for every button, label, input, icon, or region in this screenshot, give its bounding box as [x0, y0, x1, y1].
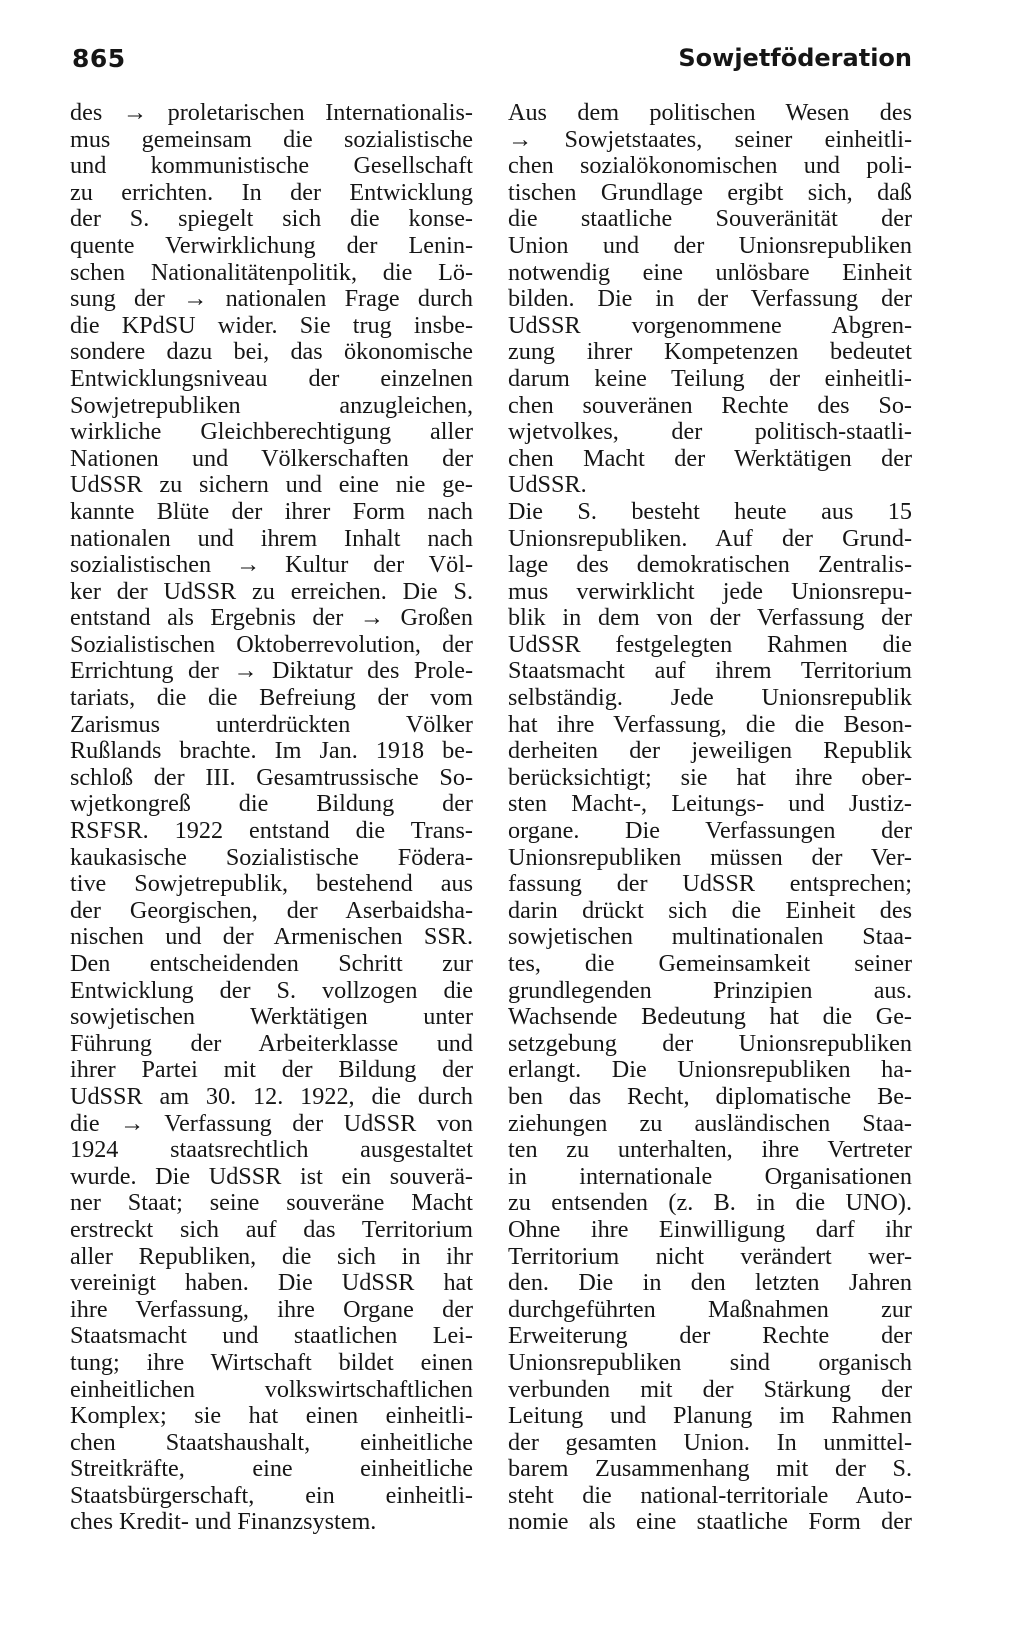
text-line: sowjetischen Werktätigen unter [70, 1003, 473, 1031]
text-line: Sozialistischen Oktoberrevolution, der [70, 630, 473, 658]
text-line: RSFSR. 1922 entstand die Trans- [70, 817, 473, 845]
text-line: tariats, die die Befreiung der vom [70, 684, 473, 712]
text-line: entstand als Ergebnis der → Großen [70, 604, 473, 632]
text-line: Die S. besteht heute aus 15 [508, 497, 912, 525]
text-line: vereinigt haben. Die UdSSR hat [70, 1269, 473, 1297]
text-line: UdSSR. [508, 471, 587, 499]
text-line: nischen und der Armenischen SSR. [70, 923, 473, 951]
text-line: die staatliche Souveränität der [508, 205, 912, 233]
text-line: ner Staat; seine souveräne Macht [70, 1189, 473, 1217]
text-line: UdSSR zu sichern und eine nie ge- [70, 471, 473, 499]
text-line: Zarismus unterdrückten Völker [70, 710, 473, 738]
text-line: Union und der Unionsrepubliken [508, 231, 912, 259]
text-line: Führung der Arbeiterklasse und [70, 1029, 473, 1057]
text-line: Unionsrepubliken müssen der Ver- [508, 843, 912, 871]
text-line: ziehungen zu ausländischen Staa- [508, 1109, 912, 1137]
text-line: nomie als eine staatliche Form der [508, 1508, 912, 1536]
text-line: Streitkräfte, eine einheitliche [70, 1455, 473, 1483]
text-line: erstreckt sich auf das Territorium [70, 1215, 473, 1243]
text-line: bilden. Die in der Verfassung der [508, 285, 912, 313]
text-line: barem Zusammenhang mit der S. [508, 1455, 912, 1483]
text-line: schloß der III. Gesamtrussische So- [70, 763, 473, 791]
text-line: UdSSR am 30. 12. 1922, die durch [70, 1082, 473, 1110]
text-line: setzgebung der Unionsrepubliken [508, 1029, 912, 1057]
text-line: die KPdSU wider. Sie trug insbe- [70, 311, 473, 339]
text-line: mus gemeinsam die sozialistische [70, 125, 473, 153]
text-line: sondere dazu bei, das ökonomische [70, 338, 473, 366]
text-line: derheiten der jeweiligen Republik [508, 737, 912, 765]
text-line: ches Kredit- und Finanzsystem. [70, 1508, 377, 1536]
text-line: ker der UdSSR zu erreichen. Die S. [70, 577, 473, 605]
text-line: der gesamten Union. In unmittel- [508, 1428, 912, 1456]
text-line: Staatsmacht auf ihrem Territorium [508, 657, 912, 685]
text-line: zu errichten. In der Entwicklung [70, 178, 473, 206]
text-line: zung ihrer Kompetenzen bedeutet [508, 338, 912, 366]
text-line: den. Die in den letzten Jahren [508, 1269, 912, 1297]
text-line: UdSSR festgelegten Rahmen die [508, 630, 912, 658]
text-line: die → Verfassung der UdSSR von [70, 1109, 473, 1137]
text-line: tes, die Gemeinsamkeit seiner [508, 950, 912, 977]
text-line: wurde. Die UdSSR ist ein souverä- [70, 1162, 473, 1190]
text-line: fassung der UdSSR entsprechen; [508, 870, 912, 898]
text-line: Staatsmacht und staatlichen Lei- [70, 1322, 473, 1350]
text-line: sowjetischen multinationalen Staa- [508, 923, 912, 951]
text-line: organe. Die Verfassungen der [508, 817, 912, 845]
text-line: einheitlichen volkswirtschaftlichen [70, 1375, 473, 1403]
text-line: darum keine Teilung der einheitli- [508, 364, 912, 392]
text-line: darin drückt sich die Einheit des [508, 896, 912, 924]
text-line: grundlegenden Prinzipien aus. [508, 976, 912, 1004]
text-line: chen Macht der Werktätigen der [508, 444, 912, 472]
text-line: notwendig eine unlösbare Einheit [508, 258, 912, 286]
text-line: → Sowjetstaates, seiner einheitli- [508, 125, 912, 153]
text-line: Territorium nicht verändert wer- [508, 1242, 912, 1270]
text-line: und kommunistische Gesellschaft [70, 152, 473, 180]
text-line: chen Staatshaushalt, einheitliche [70, 1428, 473, 1456]
running-head: Sowjetföderation [678, 44, 912, 72]
text-line: Komplex; sie hat einen einheitli- [70, 1402, 473, 1430]
text-line: chen sozialökonomischen und poli- [508, 152, 912, 180]
text-line: kaukasische Sozialistische Föderа- [70, 843, 473, 871]
text-line: zu entsenden (z. B. in die UNO). [508, 1189, 912, 1217]
text-line: tischen Grundlage ergibt sich, daß [508, 178, 912, 206]
text-line: Staatsbürgerschaft, ein einheitli- [70, 1481, 473, 1509]
text-line: Ohne ihre Einwilligung darf ihr [508, 1215, 912, 1243]
text-line: des → proletarischen Internationalis- [70, 99, 473, 126]
left-text-column [70, 100, 473, 1536]
text-line: steht die national-territoriale Auto- [508, 1481, 912, 1509]
text-line: Wachsende Bedeutung hat die Ge- [508, 1003, 912, 1031]
text-line: kannte Blüte der ihrer Form nach [70, 497, 473, 525]
text-line: wjetkongreß die Bildung der [70, 790, 473, 818]
text-line: durchgeführten Maßnahmen zur [508, 1295, 912, 1323]
text-line: wjetvolkes, der politisch-staatli- [508, 418, 912, 446]
text-line: Nationen und Völkerschaften der [70, 444, 473, 472]
text-line: ihre Verfassung, ihre Organe der [70, 1295, 473, 1323]
text-line: lage des demokratischen Zentralis- [508, 551, 912, 579]
text-line: Unionsrepubliken. Auf der Grund- [508, 524, 912, 552]
text-line: berücksichtigt; sie hat ihre ober- [508, 763, 912, 791]
text-line: ihrer Partei mit der Bildung der [70, 1056, 473, 1084]
page-number: 865 [72, 44, 126, 73]
text-line: ben das Recht, diplomatische Be- [508, 1082, 912, 1110]
text-line: Unionsrepubliken sind organisch [508, 1348, 912, 1376]
text-line: sung der → nationalen Frage durch [70, 285, 473, 313]
text-line: Errichtung der → Diktatur des Prole- [70, 657, 473, 685]
text-line: in internationale Organisationen [508, 1162, 912, 1190]
text-line: Aus dem politischen Wesen des [508, 99, 912, 126]
text-line: Entwicklung der S. vollzogen die [70, 976, 473, 1004]
text-line: tive Sowjetrepublik, bestehend aus [70, 870, 473, 898]
text-line: blik in dem von der Verfassung der [508, 604, 912, 632]
text-line: ten zu unterhalten, ihre Vertreter [508, 1136, 912, 1164]
text-line: chen souveränen Rechte des So- [508, 391, 912, 419]
text-line: Sowjetrepubliken anzugleichen, [70, 391, 473, 419]
text-line: aller Republiken, die sich in ihr [70, 1242, 473, 1270]
text-line: wirkliche Gleichberechtigung aller [70, 418, 473, 446]
text-line: mus verwirklicht jede Unionsrepu- [508, 577, 912, 605]
text-line: verbunden mit der Stärkung der [508, 1375, 912, 1403]
text-line: Den entscheidenden Schritt zur [70, 950, 473, 977]
text-line: schen Nationalitätenpolitik, die Lö- [70, 258, 473, 286]
text-line: nationalen und ihrem Inhalt nach [70, 524, 473, 552]
text-line: sten Macht-, Leitungs- und Justiz- [508, 790, 912, 818]
text-line: quente Verwirklichung der Lenin- [70, 231, 473, 259]
text-line: UdSSR vorgenommene Abgren- [508, 311, 912, 339]
right-text-column [508, 100, 912, 1536]
text-line: Erweiterung der Rechte der [508, 1322, 912, 1350]
text-line: erlangt. Die Unionsrepubliken ha- [508, 1056, 912, 1084]
text-line: 1924 staatsrechtlich ausgestaltet [70, 1136, 473, 1164]
text-line: tung; ihre Wirtschaft bildet einen [70, 1348, 473, 1376]
text-line: hat ihre Verfassung, die die Beson- [508, 710, 912, 738]
text-line: der S. spiegelt sich die konse- [70, 205, 473, 233]
text-line: Rußlands brachte. Im Jan. 1918 be- [70, 737, 473, 765]
text-line: selbständig. Jede Unionsrepublik [508, 684, 912, 712]
text-line: sozialistischen → Kultur der Völ- [70, 551, 473, 579]
text-line: Entwicklungsniveau der einzelnen [70, 364, 473, 392]
text-line: der Georgischen, der Aserbaidsha- [70, 896, 473, 924]
text-line: Leitung und Planung im Rahmen [508, 1402, 912, 1430]
